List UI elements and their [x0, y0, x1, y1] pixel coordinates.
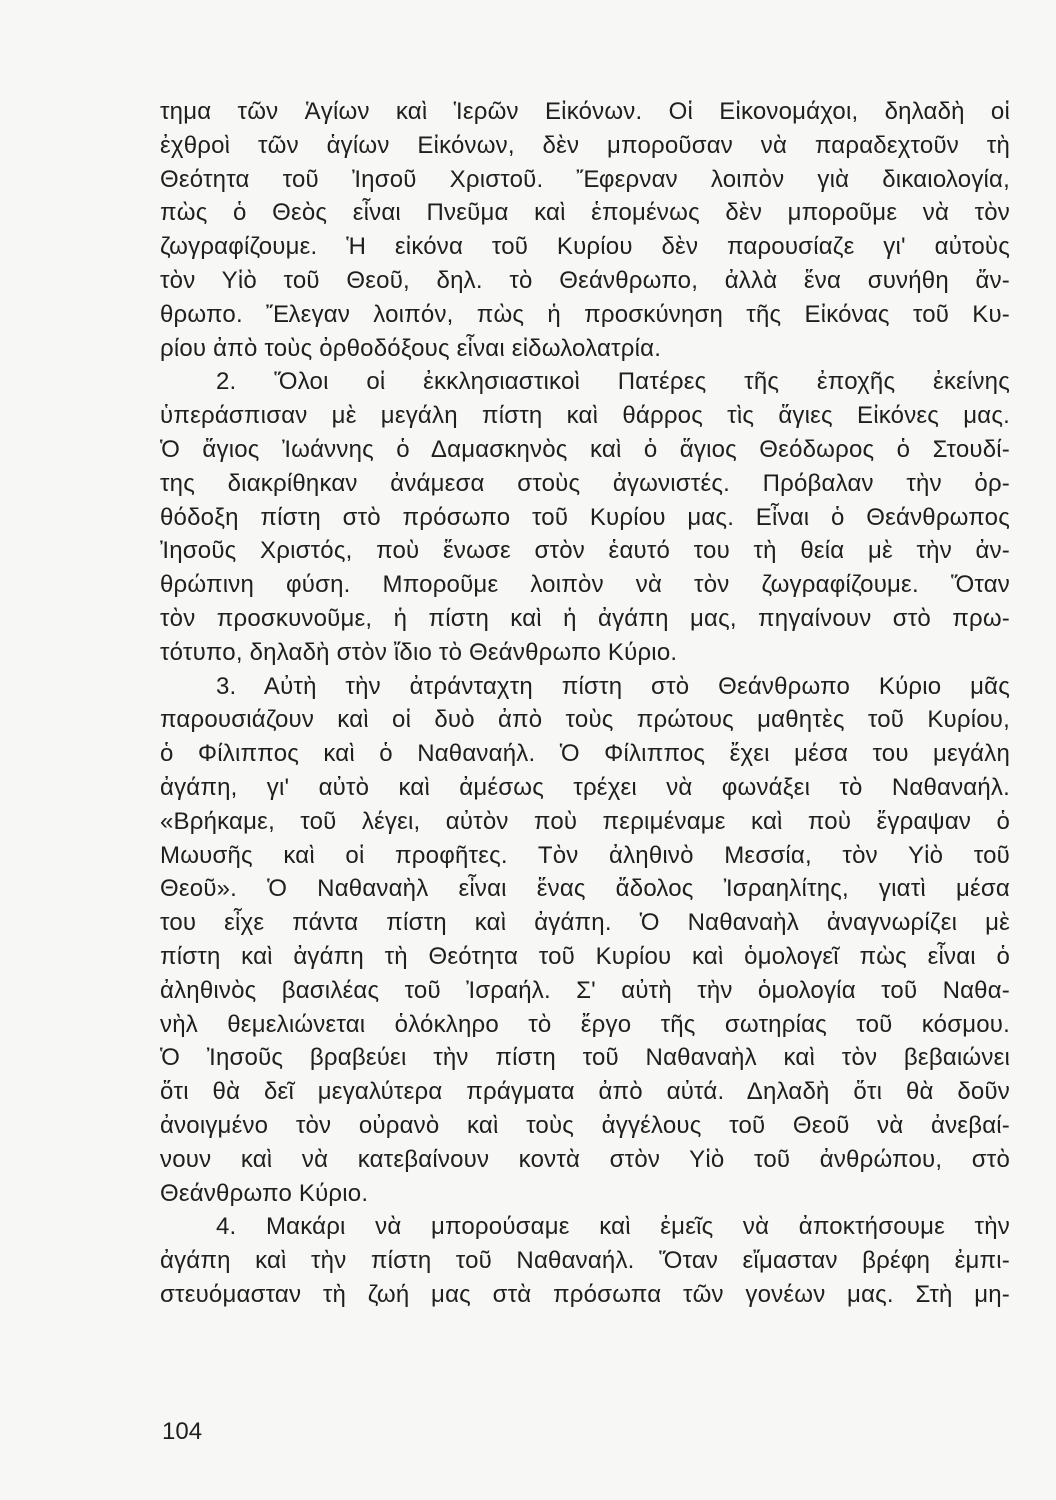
text-line: παρουσιάζουν καὶ οἱ δυὸ ἀπὸ τοὺς πρώτους μαθητὲς τοῦ Κυρίου,	[160, 706, 1010, 734]
text-line: ζωγραφίζουμε. Ἡ εἰκόνα τοῦ Κυρίου δὲν παρουσίαζε γι' αὐτοὺς	[160, 233, 1010, 261]
text-line: του εἶχε πάντα πίστη καὶ ἀγάπη. Ὁ Ναθαναὴλ ἀναγνωρίζει μὲ	[160, 909, 1010, 937]
text-line: 4. Μακάρι νὰ μπορούσαμε καὶ ἐμεῖς νὰ ἀποκτήσουμε τὴν	[216, 1213, 1010, 1241]
text-line: θρωπο. Ἔλεγαν λοιπόν, πὼς ἡ προσκύνηση τῆς Εἰκόνας τοῦ Κυ-	[160, 300, 1010, 328]
text-line: ἀγάπη καὶ τὴν πίστη τοῦ Ναθαναήλ. Ὅταν εἴμασταν βρέφη ἐμπι-	[160, 1247, 1010, 1275]
text-line: της διακρίθηκαν ἀνάμεσα στοὺς ἀγωνιστές. Πρόβαλαν τὴν ὀρ-	[160, 469, 1010, 497]
text-line: ἀνοιγμένο τὸν οὐρανὸ καὶ τοὺς ἀγγέλους τοῦ Θεοῦ νὰ ἀνεβαί-	[160, 1111, 1010, 1139]
text-line: Ὁ ἅγιος Ἰωάννης ὁ Δαμασκηνὸς καὶ ὁ ἅγιος Θεόδωρος ὁ Στουδί-	[160, 435, 1010, 463]
text-line: ὑπεράσπισαν μὲ μεγάλη πίστη καὶ θάρρος τὶς ἅγιες Εἰκόνες μας.	[160, 402, 1010, 430]
page-number: 104	[162, 1418, 203, 1445]
text-line: στευόμασταν τὴ ζωή μας στὰ πρόσωπα τῶν γονέων μας. Στὴ μη-	[160, 1280, 1010, 1308]
text-line: Θεάνθρωπο Κύριο.	[160, 1179, 369, 1207]
text-line: τότυπο, δηλαδὴ στὸν ἴδιο τὸ Θεάνθρωπο Κύριο.	[160, 638, 678, 666]
text-line: ἐχθροὶ τῶν ἁγίων Εἰκόνων, δὲν μποροῦσαν νὰ παραδεχτοῦν τὴ	[160, 131, 1010, 159]
text-line: τημα τῶν Ἁγίων καὶ Ἱερῶν Εἰκόνων. Οἱ Εἰκονομάχοι, δηλαδὴ οἱ	[160, 98, 1010, 125]
text-line: Ὁ Ἰησοῦς βραβεύει τὴν πίστη τοῦ Ναθαναὴλ καὶ τὸν βεβαιώνει	[160, 1044, 1010, 1072]
text-line: νὴλ θεμελιώνεται ὁλόκληρο τὸ ἔργο τῆς σωτηρίας τοῦ κόσμου.	[160, 1010, 1010, 1038]
text-line: πίστη καὶ ἀγάπη τὴ Θεότητα τοῦ Κυρίου καὶ ὁμολογεῖ πὼς εἶναι ὁ	[160, 942, 1010, 970]
text-line: τὸν προσκυνοῦμε, ἡ πίστη καὶ ἡ ἀγάπη μας, πηγαίνουν στὸ πρω-	[160, 604, 1010, 632]
text-line: «Βρήκαμε, τοῦ λέγει, αὐτὸν ποὺ περιμέναμε καὶ ποὺ ἔγραψαν ὁ	[160, 807, 1010, 835]
text-line: Μωυσῆς καὶ οἱ προφῆτες. Τὸν ἀληθινὸ Μεσσία, τὸν Υἱὸ τοῦ	[160, 841, 1010, 869]
text-line: 2. Ὅλοι οἱ ἐκκλησιαστικοὶ Πατέρες τῆς ἐποχῆς ἐκείνης	[216, 368, 1010, 396]
text-line: ρίου ἀπὸ τοὺς ὀρθοδόξους εἶναι εἰδωλολατρία.	[160, 334, 662, 362]
text-line: Θεότητα τοῦ Ἰησοῦ Χριστοῦ. Ἔφερναν λοιπὸν γιὰ δικαιολογία,	[160, 165, 1010, 193]
text-line: Ἰησοῦς Χριστός, ποὺ ἕνωσε στὸν ἑαυτό του τὴ θεία μὲ τὴν ἀν-	[160, 537, 1010, 565]
body-text	[160, 95, 1010, 1312]
text-line: θόδοξη πίστη στὸ πρόσωπο τοῦ Κυρίου μας. Εἶναι ὁ Θεάνθρωπος	[160, 503, 1010, 531]
text-line: ἀληθινὸς βασιλέας τοῦ Ἰσραήλ. Σ' αὐτὴ τὴν ὁμολογία τοῦ Ναθα-	[160, 976, 1010, 1004]
text-line: τὸν Υἱὸ τοῦ Θεοῦ, δηλ. τὸ Θεάνθρωπο, ἀλλὰ ἕνα συνήθη ἄν-	[160, 266, 1010, 294]
text-line: νουν καὶ νὰ κατεβαίνουν κοντὰ στὸν Υἱὸ τοῦ ἀνθρώπου, στὸ	[160, 1145, 1010, 1173]
text-line: ὅτι θὰ δεῖ μεγαλύτερα πράγματα ἀπὸ αὐτά. Δηλαδὴ ὅτι θὰ δοῦν	[160, 1078, 1010, 1106]
text-line: πὼς ὁ Θεὸς εἶναι Πνεῦμα καὶ ἑπομένως δὲν μποροῦμε νὰ τὸν	[160, 199, 1010, 227]
text-line: 3. Αὐτὴ τὴν ἀτράνταχτη πίστη στὸ Θεάνθρωπο Κύριο μᾶς	[216, 672, 1010, 700]
text-line: ὁ Φίλιππος καὶ ὁ Ναθαναήλ. Ὁ Φίλιππος ἔχει μέσα του μεγάλη	[160, 740, 1010, 768]
text-line: θρώπινη φύση. Μποροῦμε λοιπὸν νὰ τὸν ζωγραφίζουμε. Ὅταν	[160, 571, 1010, 599]
text-line: ἀγάπη, γι' αὐτὸ καὶ ἀμέσως τρέχει νὰ φωνάξει τὸ Ναθαναήλ.	[160, 773, 1010, 801]
text-line: Θεοῦ». Ὁ Ναθαναὴλ εἶναι ἕνας ἄδολος Ἰσραηλίτης, γιατὶ μέσα	[160, 875, 1010, 903]
